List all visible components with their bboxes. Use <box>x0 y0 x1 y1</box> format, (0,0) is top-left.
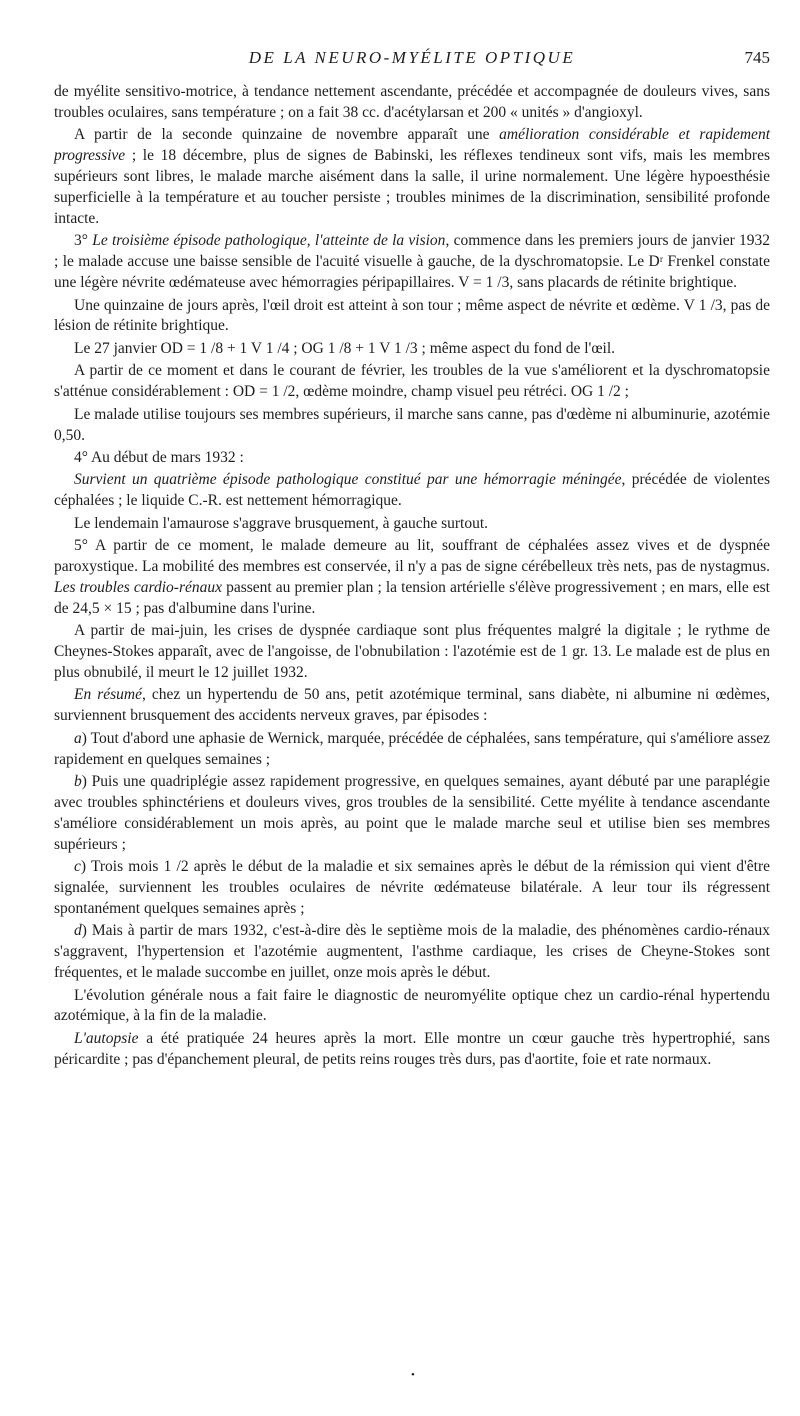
text-run: , chez un hypertendu de 50 ans, petit azotémique terminal, sans diabète, ni albumine ni œdèmes, surviennent brusquement des accidents nerveux graves, par épisodes : <box>54 686 770 725</box>
italic-run: c <box>74 858 81 876</box>
text-run: de myélite sensitivo-motrice, à tendance nettement ascendante, précédée et accompagnée de douleurs vives, sans troubles oculaires, sans température ; on a fait 38 cc. d'acétylarsan et 200 « unités » d'angioxyl. <box>54 83 770 121</box>
page-header <box>54 48 770 76</box>
text-run: 5° A partir de ce moment, le malade demeure au lit, souffrant de céphalées assez vives et de dyspnée paroxystique. La mobilité des membres est conservée, il n'y a pas de signe cérébelleux très nets, pas de nystagmus. <box>54 537 770 575</box>
italic-run: a <box>74 729 82 747</box>
paragraph <box>54 685 770 727</box>
paragraph <box>54 729 770 771</box>
text-run: ) Tout d'abord une aphasie de Wernick, marquée, précédée de céphalées, sans température, qui s'améliore assez rapidement en quelques semaines ; <box>54 729 770 768</box>
italic-run: amélioration considérable et rapidement progressive <box>54 126 770 165</box>
paragraph <box>54 405 770 447</box>
paragraph <box>54 448 770 469</box>
text-run: L'évolution générale nous a fait faire le diagnostic de neuromyélite optique chez un cardio-rénal hypertendu azotémique, à la fin de la maladie. <box>54 986 770 1025</box>
paragraph <box>54 361 770 403</box>
italic-run: L'autopsie <box>74 1029 139 1047</box>
paragraph <box>54 986 770 1028</box>
italic-run: Les troubles cardio-rénaux <box>54 578 222 596</box>
paragraph <box>54 339 770 360</box>
italic-run: d <box>74 922 82 940</box>
text-run: A partir de ce moment et dans le courant de février, les troubles de la vue s'améliorent et la dyschromatopsie s'atténue considérablement : OD = 1 /2, œdème moindre, champ visuel peu rétréci. OG 1 /2 ; <box>54 362 770 401</box>
italic-run: b <box>74 773 82 790</box>
paragraph <box>54 470 770 512</box>
italic-run: Le troisième épisode pathologique, l'atteinte de la vision <box>92 232 446 250</box>
text-run: , commence dans les premiers jours de janvier 1932 ; le malade accuse une baisse sensible de l'acuité visuelle à gauche, de la dyschromatopsie. Le Dʳ Frenkel constate une légère névrite œdémateuse avec hémorragies péripapillaires. V = 1 /3, sans placards de rétinite brightique. <box>54 232 770 292</box>
text-run: ) Puis une quadriplégie assez rapidement progressive, en quelques semaines, ayant débuté par une paraplégie avec troubles sphinctériens et douleurs vives, gros troubles de la sensibilité. Cette myélite à tendance ascendante s'améliore considérablement un mois après, au point que le malade marche seul et utilise bien ses membres supérieurs ; <box>54 773 770 853</box>
paragraph <box>54 536 770 620</box>
text-run: 4° Au début de mars 1932 : <box>74 448 244 466</box>
paragraph <box>54 514 770 535</box>
paragraph <box>54 857 770 920</box>
text-run: A partir de mai-juin, les crises de dyspnée cardiaque sont plus fréquentes malgré la digitale ; le rythme de Cheynes-Stokes apparaît, avec de l'angoisse, de l'obnubilation : l'azotémie est de 1 gr. 13. Le malade est de plus en plus obnubilé, il meurt le 12 juillet 1932. <box>54 622 770 681</box>
running-title: DE LA NEURO-MYÉLITE OPTIQUE <box>248 48 576 67</box>
body-text <box>54 82 770 1072</box>
text-run: 3° <box>74 232 93 250</box>
text-run: a été pratiquée 24 heures après la mort. Elle montre un cœur gauche très hypertrophié, sans péricardite ; pas d'épanchement pleural, de petits reins rouges très durs, pas d'aortite, foie et rate normaux. <box>54 1029 770 1068</box>
text-run: ) Mais à partir de mars 1932, c'est-à-dire dès le septième mois de la maladie, des phénomènes cardio-rénaux s'aggravent, l'hypertension et l'azotémie augmentent, l'asthme cardiaque, les crises de Cheyne-Stokes sont fréquentes, et le malade succombe en juillet, onze mois après le début. <box>54 922 770 982</box>
paragraph <box>54 296 770 338</box>
paragraph <box>54 82 770 124</box>
paragraph <box>54 125 770 230</box>
text-run: Le malade utilise toujours ses membres supérieurs, il marche sans canne, pas d'œdème ni albuminurie, azotémie 0,50. <box>54 405 770 444</box>
italic-run: Survient un quatrième épisode pathologique constitué par une hémorragie méningée <box>74 471 622 489</box>
text-run: Le lendemain l'amaurose s'aggrave brusquement, à gauche surtout. <box>74 514 489 532</box>
text-run: ) Trois mois 1 /2 après le début de la maladie et six semaines après le début de la rémission qui vient d'être signalée, surviennent les troubles oculaires de névrite œdémateuse bilatérale. A leur tour ils régressent spontanément quelques semaines après ; <box>54 858 770 917</box>
paragraph <box>54 1029 770 1071</box>
text-run: ; le 18 décembre, plus de signes de Babinski, les réflexes tendineux sont vifs, mais les membres supérieurs sont libres, le malade marche aisément dans la salle, il urine normalement. Une légère hypoesthésie superficielle à la température et au toucher persiste ; troubles minimes de la discrimination, sensibilité profonde intacte. <box>54 147 770 227</box>
paragraph <box>54 621 770 684</box>
page-number: 745 <box>744 48 770 67</box>
text-run: Une quinzaine de jours après, l'œil droit est atteint à son tour ; même aspect de névrite et œdème. V 1 /3, pas de lésion de rétinite brightique. <box>54 296 770 335</box>
footer-mark: • <box>411 1369 415 1381</box>
italic-run: En résumé <box>74 686 142 704</box>
paragraph <box>54 231 770 294</box>
text-run: Le 27 janvier OD = 1 /8 + 1 V 1 /4 ; OG 1 /8 + 1 V 1 /3 ; même aspect du fond de l'œil. <box>74 339 616 357</box>
text-run: A partir de la seconde quinzaine de novembre apparaît une <box>74 126 500 144</box>
text-run: , précédée de violentes céphalées ; le liquide C.-R. est nettement hémorragique. <box>54 471 771 510</box>
paragraph <box>54 921 770 984</box>
paragraph <box>54 772 770 856</box>
text-run: passent au premier plan ; la tension artérielle s'élève progressivement ; en mars, elle est de 24,5 × 15 ; pas d'albumine dans l'urine. <box>54 578 770 617</box>
